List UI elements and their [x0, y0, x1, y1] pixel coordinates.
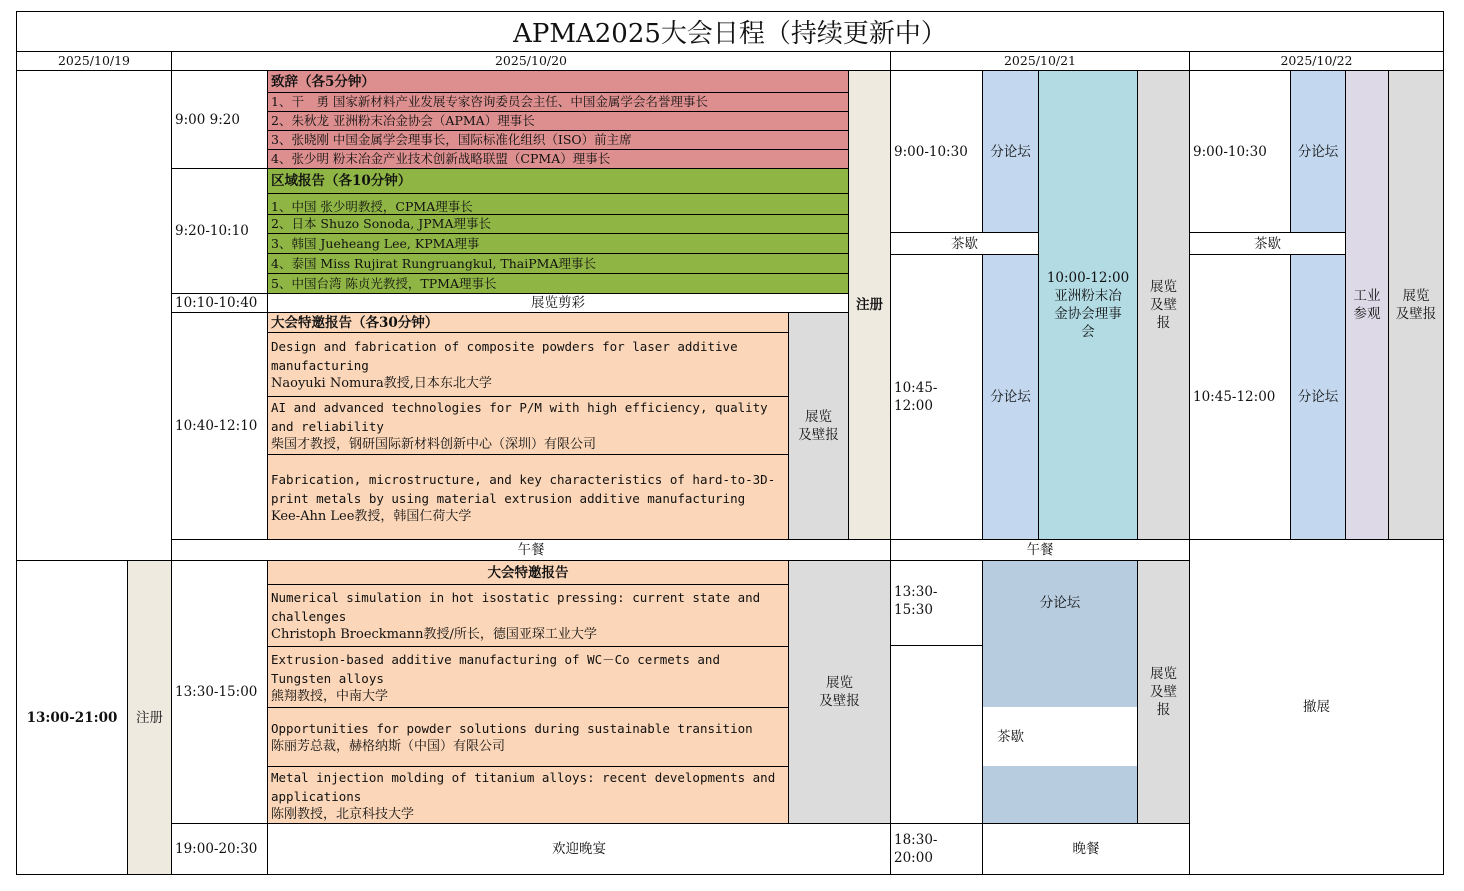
day22-industrial-visit: 工业 参观 [1345, 70, 1389, 540]
date-header-1022: 2025/10/22 [1189, 51, 1444, 71]
plenary-am-talk-1 [267, 332, 789, 397]
date-header-1020: 2025/10/20 [171, 51, 891, 71]
plenary-am-expo: 展览 及壁报 [788, 312, 849, 540]
time-regional: 9:20-10:10 [171, 168, 268, 294]
day22-expo: 展览 及壁报 [1388, 70, 1444, 540]
day19-morning-empty [16, 70, 172, 561]
day21-pm-forum-label: 分论坛 [1039, 595, 1081, 611]
regional-item-1: 1、中国 张少明教授，CPMA理事长 [267, 193, 849, 215]
day20-lunch: 午餐 [171, 539, 891, 561]
day22-am2-time: 10:45-12:00 [1189, 254, 1291, 540]
time-photo: 10:10-10:40 [171, 293, 268, 313]
plenary-pm-talk-2 [267, 646, 789, 708]
photo-cell: 展览剪彩 [267, 293, 849, 313]
talk-title: Metal injection molding of titanium alloys: recent developments and applications [271, 769, 776, 804]
talk-title: Design and fabrication of composite powders for laser additive manufacturing [271, 339, 738, 373]
opening-item-4: 4、张少明 粉末冶金产业技术创新战略联盟（CPMA）理事长 [267, 149, 849, 169]
plenary-pm-talk-1 [267, 584, 789, 647]
day21-dinner-time: 18:30- 20:00 [890, 823, 983, 875]
talk-title: Opportunities for powder solutions during sustainable transition [271, 721, 753, 736]
opening-header: 致辞（各5分钟） [267, 70, 849, 93]
talk-title: Fabrication, microstructure, and key characteristics of hard-to-3D-print metals by using material extrusion additive manufacturing [271, 471, 776, 506]
day22-am1-time: 9:00-10:30 [1189, 70, 1291, 233]
plenary-pm-talk-4 [267, 766, 789, 824]
opening-item-3: 3、张晓刚 中国金属学会理事长，国际标准化组织（ISO）前主席 [267, 130, 849, 150]
day19-register-time: 13:00-21:00 [16, 560, 128, 875]
day21-forum-1: 分论坛 [982, 70, 1039, 233]
day21-pm-expo: 展览 及壁 报 [1137, 560, 1190, 824]
day21-am2-time: 10:45- 12:00 [890, 254, 983, 540]
talk-speaker: Christoph Broeckmann教授/所长，德国亚琛工业大学 [271, 627, 597, 642]
regional-item-4: 4、泰国 Miss Rujirat Rungruangkul, ThaiPMA理事长 [267, 253, 849, 274]
day19-register-cell: 注册 [127, 560, 172, 875]
day22-tea: 茶歇 [1189, 232, 1346, 255]
talk-title: Numerical simulation in hot isostatic pressing: current state and challenges [271, 590, 761, 624]
talk-speaker: 陈丽芳总裁，赫格纳斯（中国）有限公司 [271, 739, 506, 754]
opening-item-2: 2、朱秋龙 亚洲粉末冶金协会（APMA）理事长 [267, 111, 849, 131]
day21-apma-council: 10:00-12:00 亚洲粉末冶 金协会理事 会 [1038, 70, 1138, 540]
talk-speaker: 柴国才教授，钢研国际新材料创新中心（深圳）有限公司 [271, 437, 597, 452]
regional-header: 区域报告（各10分钟） [267, 168, 849, 194]
plenary-pm-talk-3 [267, 707, 789, 767]
regional-item-3: 3、韩国 Jueheang Lee, KPMA理事 [267, 233, 849, 254]
day21-dinner: 晚餐 [982, 823, 1190, 875]
time-banquet: 19:00-20:30 [171, 823, 268, 875]
plenary-am-talk-3 [267, 454, 789, 540]
day21-am1-time: 9:00-10:30 [890, 70, 983, 233]
talk-title: Extrusion-based additive manufacturing of WC－Co cermets and Tungsten alloys [271, 651, 720, 686]
day21-pm-time-blank [890, 645, 983, 824]
talk-speaker: Kee-Ahn Lee教授，韩国仁荷大学 [271, 508, 472, 524]
day20-register-cell: 注册 [848, 70, 891, 540]
talk-title: AI and advanced technologies for P/M with high efficiency, quality and reliability [271, 400, 768, 434]
plenary-pm-header: 大会特邀报告 [267, 560, 789, 585]
regional-item-2: 2、日本 Shuzo Sonoda, JPMA理事长 [267, 214, 849, 234]
time-opening: 9:00 9:20 [171, 70, 268, 169]
day22-teardown: 撤展 [1189, 539, 1444, 875]
talk-speaker: Naoyuki Nomura教授,日本东北大学 [271, 376, 492, 391]
day21-tea: 茶歇 [890, 232, 1039, 255]
day22-forum-2: 分论坛 [1290, 254, 1346, 540]
welcome-banquet: 欢迎晚宴 [267, 823, 891, 875]
date-header-1019: 2025/10/19 [16, 51, 172, 71]
plenary-pm-expo: 展览 及壁报 [788, 560, 891, 824]
day21-pm-tea: 茶歇 [983, 707, 1137, 766]
day22-forum-1: 分论坛 [1290, 70, 1346, 233]
talk-speaker: 陈刚教授，北京科技大学 [271, 806, 415, 822]
regional-item-5: 5、中国台湾 陈贞光教授，TPMA理事长 [267, 273, 849, 294]
plenary-am-talk-2 [267, 396, 789, 455]
opening-item-1: 1、干 勇 国家新材料产业发展专家咨询委员会主任、中国金属学会名誉理事长 [267, 92, 849, 112]
time-plenary-pm: 13:30-15:00 [171, 560, 268, 824]
day21-lunch: 午餐 [890, 539, 1190, 561]
date-header-1021: 2025/10/21 [890, 51, 1190, 71]
day21-pm-time: 13:30- 15:30 [890, 560, 983, 646]
plenary-am-header: 大会特邀报告（各30分钟） [267, 312, 789, 333]
day21-expo: 展览 及壁 报 [1137, 70, 1190, 540]
talk-speaker: 熊翔教授，中南大学 [271, 688, 389, 704]
page-title: APMA2025大会日程（持续更新中） [16, 11, 1444, 52]
day21-forum-2: 分论坛 [982, 254, 1039, 540]
time-plenary-am: 10:40-12:10 [171, 312, 268, 540]
